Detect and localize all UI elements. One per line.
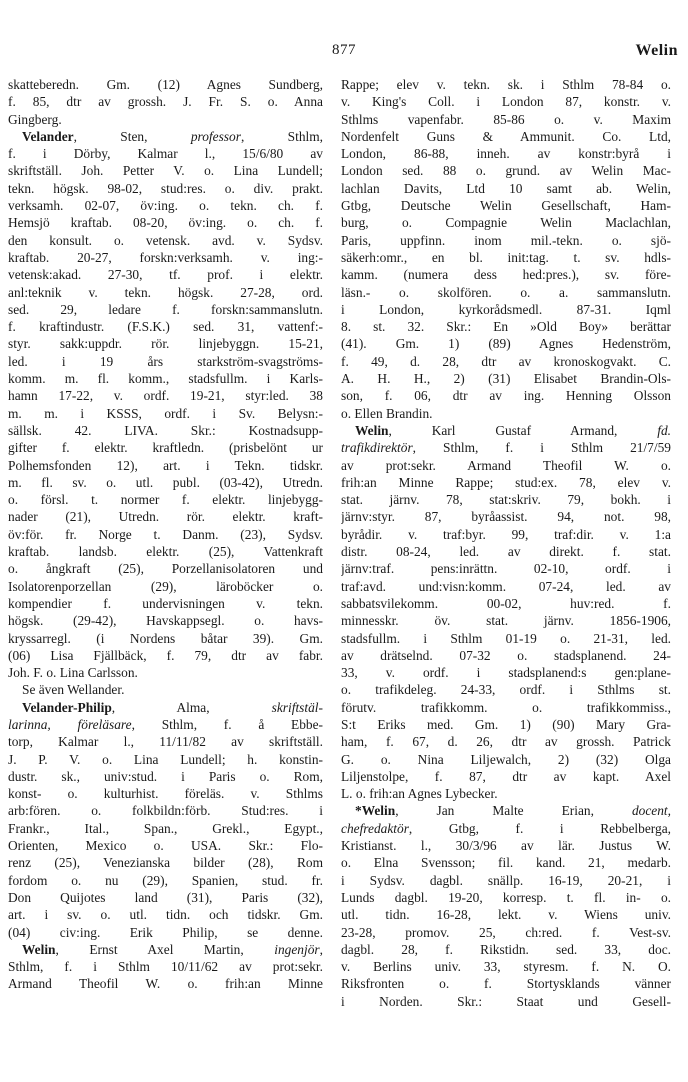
line-text: styr. sakk:uppdr. rör. linjebyggn. 15-21, — [8, 336, 323, 352]
line-text: skriftställ. Joh. Petter V. o. Lina Lundell; — [8, 163, 323, 179]
text-line — [341, 284, 671, 301]
text-line — [8, 145, 323, 162]
line-text: nader (21), Utredn. rör. elektr. kraft- — [8, 509, 323, 525]
text-line — [341, 111, 671, 128]
page-number: 877 — [332, 42, 356, 58]
line-text: Hemsjö kraftab. 08-20, öv:ing. o. ch. f. — [8, 215, 323, 231]
text-line — [341, 681, 671, 698]
text-line — [8, 647, 323, 664]
text-line — [8, 958, 323, 975]
line-text: förutv. trafikkomm. o. trafikkommiss., — [341, 699, 671, 715]
line-text: Riksfronten o. f. Stortysklands vänner — [341, 976, 671, 992]
text-line — [8, 162, 323, 179]
text-line — [8, 76, 323, 93]
text-line — [8, 249, 323, 266]
line-text: frih:an Minne Rappe; stud:ex. 78, elev v. — [341, 474, 671, 490]
text-line — [8, 837, 323, 854]
text-line — [341, 872, 671, 889]
line-text: London, 86-88, inneh. av konstr:byrå i — [341, 146, 671, 162]
line-text: kryssarregl. (i Nordens båtar 39). Gm. — [8, 630, 323, 646]
line-text: torp, Kalmar l., 11/11/82 av skriftställ. — [8, 734, 323, 750]
text-line — [341, 508, 671, 525]
text-line — [8, 889, 323, 906]
line-text: anl:teknik v. tekn. högsk. 27-28, ord. — [8, 284, 323, 300]
line-text: läsn.- o. skolfören. o. a. sammanslutn. — [341, 284, 671, 300]
entry-title: ingenjör — [274, 941, 320, 957]
entry-head: Velander-Philip, Alma, — [22, 699, 272, 715]
text-line — [341, 889, 671, 906]
text-line — [8, 197, 323, 214]
line-text: byrådir. v. traf:byr. 99, traf:dir. v. 1:a — [341, 526, 671, 542]
line-text: hamn 17-22, v. ordf. 19-21, styr:led. 38 — [8, 388, 323, 404]
line-text: säkerh:omr., en bl. init:tag. t. sv. hdls- — [341, 249, 671, 265]
text-line — [341, 232, 671, 249]
line-text: ham, f. 67, d. 26, dtr av grossh. Patrick — [341, 734, 671, 750]
text-line — [8, 802, 323, 819]
text-line — [341, 941, 671, 958]
line-text: m. m. i KSSS, ordf. i Sv. Belysn:- — [8, 405, 323, 421]
line-text: f. i Dörby, Kalmar l., 15/6/80 av — [8, 146, 323, 162]
text-line — [341, 474, 671, 491]
entry-name: Velander — [22, 128, 74, 144]
text-line — [341, 560, 671, 577]
text-line — [8, 612, 323, 629]
line-text: led. i 19 års starkström-svagströms- — [8, 353, 323, 369]
text-line — [341, 145, 671, 162]
text-line — [341, 595, 671, 612]
text-line — [8, 630, 323, 647]
line-text: o. Ellen Brandin. — [341, 405, 433, 421]
text-line — [8, 266, 323, 283]
line-text: i London, kyrkorådsmedl. 87-31. Iqml — [341, 301, 671, 317]
line-text: Polhemsfonden 12), art. i Tekn. tidskr. — [8, 457, 323, 473]
running-head: Welin — [635, 42, 678, 59]
line-text: Frankr., Ital., Span., Grekl., Egypt., — [8, 820, 323, 836]
text-line — [341, 733, 671, 750]
text-line — [341, 249, 671, 266]
line-text: Lunds dagbl. 19-20, korresp. t. fl. in- o. — [341, 889, 671, 905]
line-text: Don Quijotes land (31), Paris (32), — [8, 889, 323, 905]
line-text: kompendier f. undervisningen v. tekn. — [8, 595, 323, 611]
line-text: Gtbg, Deutsche Welin Gesellschaft, Ham- — [341, 198, 671, 214]
entry-name: Welin — [22, 941, 56, 957]
text-line — [341, 93, 671, 110]
line-text: 33, v. ordf. i stadsplanend:s gen:plane- — [341, 665, 671, 681]
line-text: i Norden. Skr.: Staat und Gesell- — [341, 993, 671, 1009]
line-text: Sthlms vapenfabr. 85-86 o. v. Maxim — [341, 111, 671, 127]
line-text: f. kraftindustr. (F.S.K.) sed. 31, vattenf:- — [8, 319, 323, 335]
entry-head-line — [341, 422, 671, 439]
text-line — [8, 768, 323, 785]
text-line — [8, 975, 323, 992]
line-text: traf:avd. und:visn:komm. 07-24, led. av — [341, 578, 671, 594]
entry-title: chefredaktör — [341, 820, 409, 836]
line-text: Gingberg. — [8, 111, 62, 127]
text-line — [341, 128, 671, 145]
entry-head: *Welin, Jan Malte Erian, — [355, 803, 632, 819]
text-line — [341, 180, 671, 197]
entry-name: Velander-Philip — [22, 699, 112, 715]
text-line — [8, 560, 323, 577]
line-text: skatteberedn. Gm. (12) Agnes Sundberg, — [8, 77, 323, 92]
line-text: arb:fören. o. folkbildn:förb. Stud:res. i — [8, 803, 323, 819]
text-line — [341, 543, 671, 560]
line-text: Liljenstolpe, f. 87, dtr av kapt. Axel — [341, 768, 671, 784]
text-line — [341, 647, 671, 664]
text-line — [341, 266, 671, 283]
entry-head-line — [341, 802, 671, 819]
entry-head-line — [8, 699, 323, 716]
text-line — [8, 93, 323, 110]
text-line — [8, 526, 323, 543]
text-line — [8, 422, 323, 439]
line-text: distr. 08-24, led. av direkt. f. stat. — [341, 544, 671, 560]
text-line — [341, 924, 671, 941]
text-line — [8, 508, 323, 525]
line-text: , Gtbg, f. i Rebbelberga, — [408, 820, 671, 836]
line-text: dagbl. 28, f. Rikstidn. sed. 33, doc. — [341, 941, 671, 957]
text-line — [341, 958, 671, 975]
line-text: o. trafikdeleg. 24-33, ordf. i Sthlms st. — [341, 682, 671, 698]
line-text: av prot:sekr. Armand Theofil W. o. — [341, 457, 671, 473]
text-line — [8, 751, 323, 768]
line-text: J. P. V. o. Lina Lundell; h. konstin- — [8, 751, 323, 767]
line-text: renz (25), Venezianska bilder (28), Rom — [8, 855, 323, 871]
line-text: kamm. (numera dess hed:pres.), sv. före- — [341, 267, 671, 283]
line-text: o. ångkraft (25), Porzellanisolatoren und — [8, 561, 323, 577]
text-line — [341, 993, 671, 1010]
line-text: 23-28, promov. 25, ch:red. f. Vest-sv. — [341, 924, 671, 940]
entry-head-line — [8, 128, 323, 145]
line-text: vetensk:akad. 27-30, tf. prof. i elektr. — [8, 267, 323, 283]
line-text: o. försl. t. normer f. elektr. linjebygg- — [8, 492, 323, 508]
line-text: den konsult. o. vetensk. avd. v. Sydsv. — [8, 232, 323, 248]
text-line — [8, 491, 323, 508]
text-line — [8, 180, 323, 197]
text-line — [341, 214, 671, 231]
line-text: (04) civ:ing. Erik Philip, se denne. — [8, 924, 323, 940]
text-line — [8, 716, 323, 733]
line-text: utl. tidn. 16-28, lekt. v. Wiens univ. — [341, 907, 671, 923]
text-line — [8, 872, 323, 889]
text-line — [8, 232, 323, 249]
text-line — [8, 370, 323, 387]
line-text: högsk. (29-42), Havskappsegl. o. havs- — [8, 613, 323, 629]
line-text: , Sthlm, — [240, 128, 323, 144]
line-text: o. Elna Svensson; fil. kand. 21, medarb. — [341, 855, 671, 871]
line-text: S:t Eriks med. Gm. 1) (90) Mary Gra- — [341, 716, 671, 732]
line-text: sällsk. 42. LIVA. Skr.: Kostnadsupp- — [8, 422, 323, 438]
text-line — [8, 924, 323, 941]
text-line — [8, 387, 323, 404]
text-line — [341, 318, 671, 335]
line-text: i Sydsv. dagbl. snällp. 16-19, 20-21, i — [341, 872, 671, 888]
entry-name: Welin — [355, 422, 389, 438]
text-line — [8, 474, 323, 491]
text-line — [8, 214, 323, 231]
line-text: v. King's Coll. i London 87, konstr. v. — [341, 94, 671, 110]
line-text: , — [319, 941, 323, 957]
text-line — [341, 837, 671, 854]
text-line — [341, 716, 671, 733]
text-line — [341, 405, 671, 422]
text-line — [341, 854, 671, 871]
text-line — [341, 370, 671, 387]
line-text: Kristianst. l., 30/3/96 av lär. Justus W. — [341, 838, 671, 854]
line-text: f. 49, d. 28, dtr av kronoskogvakt. C. — [341, 353, 671, 369]
line-text: Orienten, Mexico o. USA. Skr.: Flo- — [8, 838, 323, 854]
text-line — [341, 820, 671, 837]
line-text: G. o. Nina Liljewalch, 2) (32) Olga — [341, 751, 671, 767]
line-text: Rappe; elev v. tekn. sk. i Sthlm 78-84 o. — [341, 77, 671, 92]
text-line — [341, 491, 671, 508]
text-line — [8, 595, 323, 612]
line-text: f. 85, dtr av grossh. J. Fr. S. o. Anna — [8, 94, 323, 110]
entry-title: trafikdirektör — [341, 440, 413, 456]
line-text: öv:för. fr. Norge t. Danm. (23), Sydsv. — [8, 526, 323, 542]
line-text: kraftab. landsb. elektr. (25), Vattenkraft — [8, 544, 323, 560]
text-line — [341, 751, 671, 768]
text-line — [341, 439, 671, 456]
text-line — [8, 318, 323, 335]
text-line — [341, 785, 671, 802]
line-text: stadsfullm. i Sthlm 01-19 o. 21-31, led. — [341, 630, 671, 646]
text-line — [8, 854, 323, 871]
text-line — [8, 353, 323, 370]
entry-name: *Welin — [355, 803, 396, 819]
text-line — [8, 405, 323, 422]
line-text: Isolatorenporzellan (29), läroböcker o. — [8, 578, 323, 594]
line-text: Nordenfelt Guns & Ammunit. Co. Ltd, — [341, 128, 671, 144]
line-text: tekn. högsk. 98-02, stud:res. o. div. prakt. — [8, 180, 323, 196]
line-text: gifter f. elektr. kraftledn. (prisbelönt ur — [8, 440, 323, 456]
line-text: m. fl. sv. o. utl. publ. (03-42), Utredn. — [8, 474, 323, 490]
text-line — [8, 820, 323, 837]
line-text: Armand Theofil W. o. frih:an Minne — [8, 976, 323, 992]
line-text: Joh. F. o. Lina Carlsson. — [8, 665, 138, 681]
page-header — [8, 42, 680, 66]
line-text: dustr. sk., univ:stud. i Paris o. Rom, — [8, 768, 323, 784]
line-text: fordom o. nu (29), Spanien, stud. fr. — [8, 872, 323, 888]
text-line — [341, 335, 671, 352]
text-line — [8, 543, 323, 560]
text-line — [8, 284, 323, 301]
line-text: art. i sv. o. utl. tidn. och tidskr. Gm. — [8, 907, 323, 923]
text-line — [341, 699, 671, 716]
line-text: London sed. 88 o. grund. av Welin Mac- — [341, 163, 671, 179]
line-text: v. Berlins univ. 33, styresm. f. N. O. — [341, 959, 671, 975]
line-text: son, f. 06, dtr av ing. Henning Olsson — [341, 388, 671, 404]
text-line — [8, 681, 323, 698]
text-line — [8, 301, 323, 318]
line-text: minnesskr. öv. stat. järnv. 1856-1906, — [341, 613, 671, 629]
text-line — [8, 335, 323, 352]
text-line — [341, 768, 671, 785]
line-text: av drätselnd. 07-32 o. stadsplanend. 24- — [341, 647, 671, 663]
line-text: sabbatsvilekomm. 00-02, huv:red. f. — [341, 595, 671, 611]
text-line — [341, 301, 671, 318]
line-text: (41). Gm. 1) (89) Agnes Hedenström, — [341, 336, 671, 352]
text-line — [341, 906, 671, 923]
entry-head: Welin, Ernst Axel Martin, — [22, 941, 275, 957]
line-text: stat. järnv. 78, stat:skriv. 79, bokh. i — [341, 492, 671, 508]
text-line — [8, 439, 323, 456]
left-column — [8, 76, 323, 993]
line-text: järnv:traf. pens:inrättn. 02-10, ordf. i — [341, 561, 671, 577]
entry-title: skriftstäl- — [271, 699, 323, 715]
line-text: burg, o. Compagnie Welin Maclachlan, — [341, 215, 671, 231]
text-line — [341, 664, 671, 681]
entry-head: Welin, Karl Gustaf Armand, — [355, 422, 658, 438]
line-text: A. H. H., 2) (31) Elisabet Brandin-Ols- — [341, 371, 671, 387]
line-text: lachlan Davits, Ltd 10 samt ab. Welin, — [341, 180, 671, 196]
line-text: 8. st. 32. Skr.: En »Old Boy» berättar — [341, 319, 671, 335]
text-line — [341, 578, 671, 595]
line-text: kraftab. 20-27, forskn:verksamh. v. ing:- — [8, 249, 323, 265]
line-text: Sthlm, f. i Sthlm 10/11/62 av prot:sekr. — [8, 959, 323, 975]
text-line — [341, 457, 671, 474]
line-text: Se även Wellander. — [22, 682, 125, 698]
text-line — [8, 457, 323, 474]
entry-title: professor — [190, 128, 241, 144]
line-text: komm. m. fl. komm., stadsfullm. i Karls- — [8, 371, 323, 387]
entry-title: larinna, föreläsare — [8, 716, 132, 732]
text-line — [341, 612, 671, 629]
line-text: konst- o. kulturhist. föreläs. v. Sthlms — [8, 786, 323, 802]
text-line — [8, 733, 323, 750]
text-line — [8, 906, 323, 923]
right-column — [341, 76, 671, 1010]
line-text: Paris, uppfinn. inom mil.-tekn. o. sjö- — [341, 232, 671, 248]
text-line — [8, 111, 323, 128]
entry-title: docent, — [631, 803, 671, 819]
text-line — [341, 162, 671, 179]
line-text: järnv:styr. 87, byråassist. 94, not. 98, — [341, 509, 671, 525]
line-text: , Sthlm, f. å Ebbe- — [131, 716, 323, 732]
text-line — [341, 975, 671, 992]
entry-title: fd. — [657, 422, 671, 438]
text-line — [341, 353, 671, 370]
text-line — [8, 578, 323, 595]
text-line — [341, 526, 671, 543]
line-text: verksamh. 02-07, öv:ing. o. tekn. ch. f. — [8, 198, 323, 214]
line-text: L. o. frih:an Agnes Lybecker. — [341, 786, 498, 802]
line-text: sed. 29, ledare f. forskn:sammanslutn. — [8, 301, 323, 317]
text-line — [341, 197, 671, 214]
text-line — [8, 664, 323, 681]
line-text: (06) Lisa Fjällbäck, f. 79, dtr av fabr. — [8, 647, 323, 663]
entry-head-line — [8, 941, 323, 958]
text-line — [341, 76, 671, 93]
text-line — [8, 785, 323, 802]
entry-head: Velander, Sten, — [22, 128, 191, 144]
text-line — [341, 387, 671, 404]
text-line — [341, 630, 671, 647]
line-text: , Sthlm, f. i Sthlm 21/7/59 — [412, 440, 671, 456]
